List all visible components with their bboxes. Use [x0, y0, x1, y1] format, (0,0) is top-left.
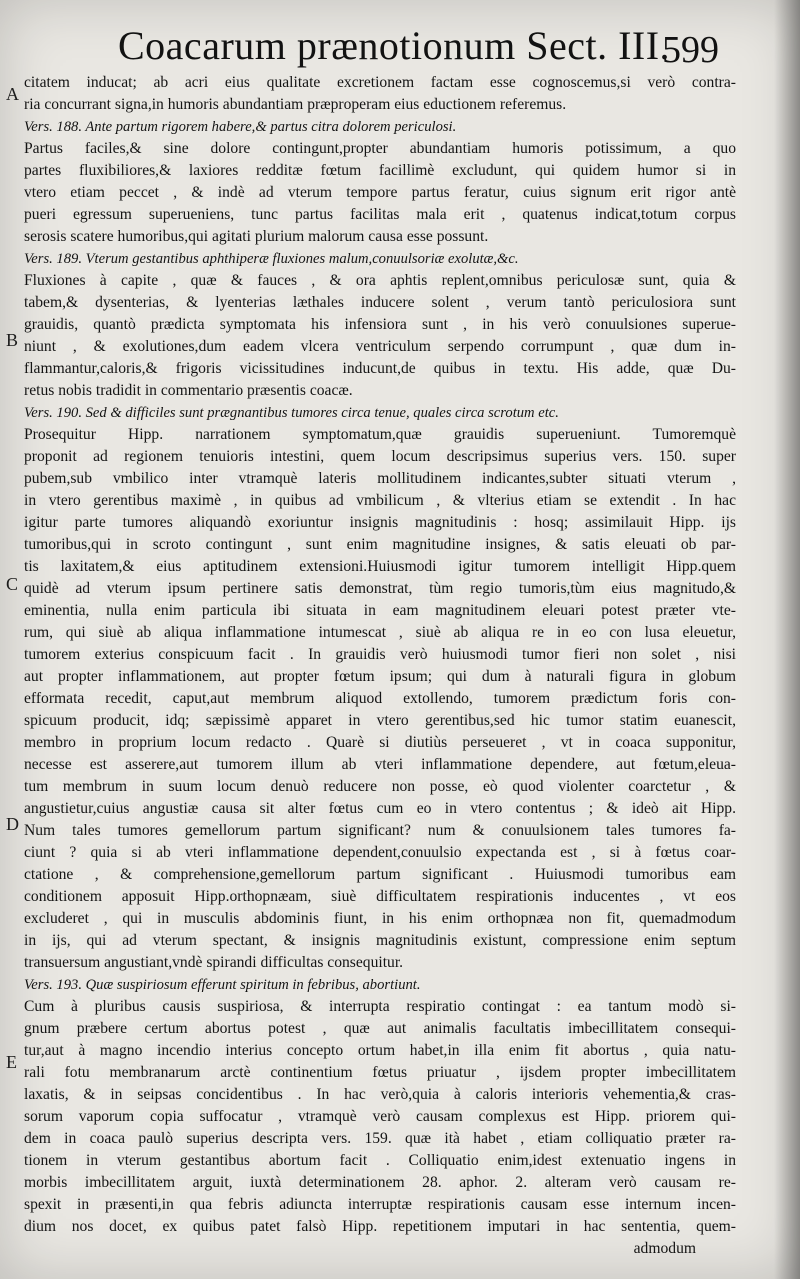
main-text-column — [24, 72, 736, 1260]
text-line: sorum vaporum copia suffocatur , vtramquè verò causam complexus est Hipp. priorem qui- — [24, 1108, 736, 1125]
text-line: Partus faciles,& sine dolore contingunt,propter abundantiam humoris potissimum, a quo — [24, 140, 736, 157]
text-line: gnum præbere certum abortus potest , quæ aut animalis facultatis imbecillitatem consequi- — [24, 1020, 736, 1037]
text-line: vtero etiam peccet , & indè ad vterum tempore partus feratur, cuius signum erit rigor antè — [24, 184, 736, 201]
text-line: rali fotu membranarum arctè continentium fœtus priuatur , ijsdem propter imbecillitatem — [24, 1064, 736, 1081]
text-line: morbis imbecillitatem arguit, iuxtà determinationem 28. aphor. 2. alteram verò causam re- — [24, 1174, 736, 1191]
text-line: eminentia, nulla enim particula ibi situata in eam magnitudinem eleuari potest præter vte- — [24, 602, 736, 619]
text-line: rum, qui siuè ab aliqua inflammatione intumescat , siuè ab aliqua re in eo con lusa eleuetur, — [24, 624, 736, 641]
page-number: 599 — [662, 29, 719, 71]
text-line: Prosequitur Hipp. narrationem symptomatum,quæ grauidis superueniunt. Tumoremquè — [24, 426, 736, 443]
text-line: necesse est asserere,aut tumorem illum ab vteri inflammatione dependere, aut fœtum,eleua- — [24, 756, 736, 773]
text-line: ria concurrant signa,in humoris abundantiam præproperam eius eductionem referemus. — [24, 96, 567, 113]
text-line: tum membrum in suum locum denuò reducere non posse, eò quod violenter coarctetur , & — [24, 778, 736, 795]
text-line: tionem in vterum gestantibus abortum facit . Colliquatio enim,idest extenuatio ingens in — [24, 1152, 736, 1169]
text-line: citatem inducat; ab acri eius qualitate excretionem factam esse cognoscemus,si verò contra- — [24, 74, 736, 91]
margin-letter-e: E — [6, 1052, 17, 1072]
text-line: pubem,sub vmbilico inter vtramquè lateris mollitudinem indicantes,subter situati vterum , — [24, 470, 736, 487]
verse-heading: Vers. 193. Quæ suspiriosum efferunt spiritum in febribus, abortiunt. — [24, 977, 421, 993]
text-line: angustietur,cuius angustiæ causa sit alter fœtus cum eo in vtero contentus ; & ideò ait Hipp. — [24, 800, 736, 817]
text-line: serosis scatere humoribus,qui agitati plurium malorum causa esse possunt. — [24, 228, 489, 245]
text-line: Fluxiones à capite , quæ & fauces , & ora aphtis replent,omnibus periculosæ sunt, quia & — [24, 272, 736, 289]
text-line: tumorem exterius conspicuum facit . In grauidis verò huiusmodi tumor fieri non solet , nisi — [24, 646, 736, 663]
page-gutter-shadow — [774, 0, 800, 1279]
margin-letter-d: D — [6, 814, 19, 834]
text-line: pueri egressum superueniens, tunc partus facilitas mala erit , quatenus indicat,totum corpus — [24, 206, 736, 223]
text-line: tur,aut à magno incendio interius concepto ortum habet,in illa enim fit abortus , quia natu- — [24, 1042, 736, 1059]
text-line: ciunt ? quia si ab vteri inflammatione dependent,conuulsio expectanda est , si à fœtus coar- — [24, 844, 736, 861]
margin-letter-c: C — [6, 574, 19, 594]
text-line: in vtero gerentibus maximè , in quibus ad vmbilicum , & vlterius etiam se extendit . In hac — [24, 492, 736, 509]
text-line: niunt , & exolutiones,dum eadem vlcera ventriculum serpendo corrumpunt , quæ dum in- — [24, 338, 736, 355]
text-line: spexit in præsenti,in qua febris adiuncta interruptæ respirationis causam esse internum incen- — [24, 1196, 736, 1213]
running-title: Coacarum prænotionum Sect. III. — [118, 23, 671, 68]
text-line: transuersum angustiant,vndè spirandi difficultas consequitur. — [24, 954, 404, 971]
text-line: dium nos docet, ex quibus patet falsò Hipp. repetitionem imputari in hac sententia, quem- — [24, 1218, 736, 1235]
text-line: partes fluxibiliores,& laxiores redditæ fœtum facillimè excludunt, qui quidem humor si in — [24, 162, 736, 179]
text-line: Cum à pluribus causis suspiriosa, & interrupta respiratio contingat : ea tantum modò si- — [24, 998, 736, 1015]
margin-letter-a: A — [6, 84, 19, 104]
text-line: ctatione , & comprehensione,gemellorum partum significant . Huiusmodi tumoribus eam — [24, 866, 736, 883]
text-line: Num tales tumores gemellorum partum significant? num & conuulsionem tales tumores fa- — [24, 822, 736, 839]
text-line: quidè ad vterum ipsum pertinere satis demonstrat, tùm regio tumoris,tùm eius magnitudo,& — [24, 580, 736, 597]
text-line: retus nobis tradidit in commentario præsentis coacæ. — [24, 382, 353, 399]
text-line: proponit ad regionem tenuioris intestini, quem locum descripsimus superius vers. 150. super — [24, 448, 736, 465]
text-line: dem in coaca paulò superius descripta vers. 159. quæ ità habet , etiam colliquatio præter ra- — [24, 1130, 736, 1147]
catchword: admodum — [633, 1240, 696, 1257]
margin-letter-b: B — [6, 330, 19, 350]
text-line: tumoribus,qui in scroto contingunt , sunt enim magnitudine insignes, & satis eleuati ob par- — [24, 536, 736, 553]
text-line: excluderet , qui in musculis abdominis fiunt, in his enim orthopnæa non fit, quemadmodum — [24, 910, 736, 927]
text-line: flammantur,caloris,& frigoris vicissitudines inducunt,de quibus in textu. His adde, quæ Du- — [24, 360, 736, 377]
text-line: igitur parte tumores aliquandò exoriuntur insignis magnitudinis : hosq; assimilauit Hipp. ijs — [24, 514, 736, 531]
text-line: spicuum producit, idq; sæpissimè apparet in vtero gerentibus,sed hic tumor statim euanescit, — [24, 712, 736, 729]
verse-heading: Vers. 190. Sed & difficiles sunt prægnantibus tumores circa tenue, quales circa scrotum etc. — [24, 405, 559, 421]
text-line: membro in proprium locum redacto . Quarè si diutiùs perseueret , vt in coaca supponitur, — [24, 734, 736, 751]
text-line: grauidis, quantò prædicta symptomata his infensiora sunt , in his verò conuulsiones superue- — [24, 316, 736, 333]
page-header — [0, 14, 800, 74]
text-line: conditionem apposuit Hipp.orthopnæam, siuè difficultatem respirationis inducentes , vt eos — [24, 888, 736, 905]
text-line: in ijs, qui ad vterum spectant, & insignis magnitudinis existunt, compressione enim septum — [24, 932, 736, 949]
text-line: aut propter inflammationem, aut propter fœtum ipsum; qui dum à naturali figura in globum — [24, 668, 736, 685]
verse-heading: Vers. 189. Vterum gestantibus aphthiperæ fluxiones malum,conuulsoriæ exolutæ,&c. — [24, 251, 519, 267]
text-line: tabem,& dysenterias, & lyenterias læthales inducere solent , verum tantò periculosiora sunt — [24, 294, 736, 311]
text-line: efformata recedit, caput,aut membrum aliquod extollendo, tumorem prædictum foris con- — [24, 690, 736, 707]
verse-heading: Vers. 188. Ante partum rigorem habere,& partus citra dolorem periculosi. — [24, 119, 457, 135]
text-line: laxatis, & in seipsas concidentibus . In hac verò,quia à caloris interioris vehementia,& cras- — [24, 1086, 736, 1103]
text-line: tis laxitatem,& eius aptitudinem extensioni.Huiusmodi igitur tumorem intelligit Hipp.quem — [24, 558, 736, 575]
